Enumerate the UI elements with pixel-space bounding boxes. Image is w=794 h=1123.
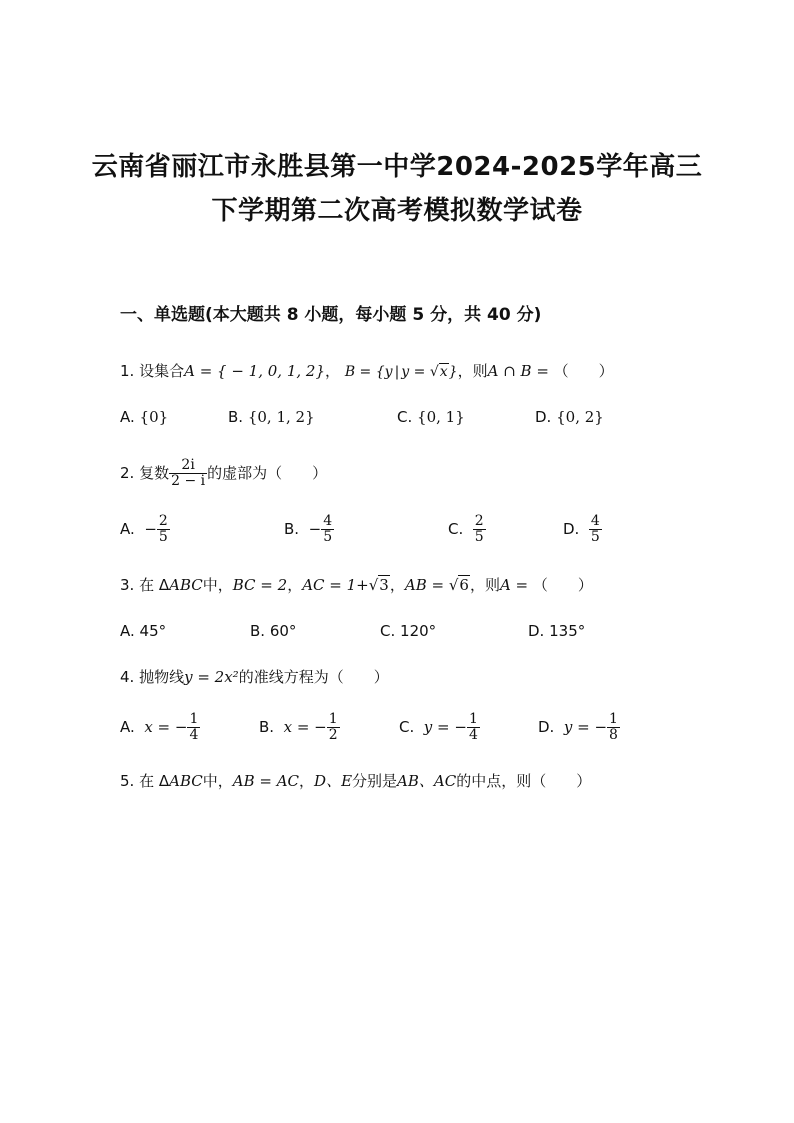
- set-a-expr: A = { − 1, 0, 1, 2}: [184, 362, 326, 380]
- question-2-option-d: D. $\frac{4}{5}$: [563, 513, 600, 545]
- question-1-option-c: C. {0, 1}: [397, 408, 465, 426]
- question-4-stem: 4. 抛物线y = 2x²的准线方程为（ ）: [120, 668, 389, 686]
- question-3-option-a: A. 45°: [120, 622, 167, 640]
- question-2-option-a: A. − $\frac{2}{5}$: [120, 513, 168, 545]
- question-4-option-d: D. y = − $\frac{1}{8}$: [538, 711, 618, 743]
- complex-fraction: $\frac{2i}{2 - i}$: [171, 457, 206, 489]
- parabola-equation: y = 2x²: [184, 668, 239, 686]
- question-3-option-b: B. 60°: [250, 622, 297, 640]
- question-2-stem: 2. 复数 $\frac{2i}{2 - i}$ 的虚部为（ ）: [120, 457, 328, 489]
- section-heading: 一、单选题(本大题共 8 小题，每小题 5 分，共 40 分): [120, 305, 542, 325]
- question-3-option-c: C. 120°: [380, 622, 437, 640]
- question-2-option-b: B. − $\frac{4}{5}$: [284, 513, 333, 545]
- intersection-expr: A ∩ B =: [487, 362, 554, 380]
- question-3-option-d: D. 135°: [528, 622, 586, 640]
- question-4-option-b: B. x = − $\frac{1}{2}$: [259, 711, 338, 743]
- question-3-stem: 3. 在 ΔABC中，BC = 2，AC = 1+√3，AB = √6，则A = （ ）: [120, 576, 593, 594]
- exam-title-line-2: 下学期第二次高考模拟数学试卷: [211, 196, 583, 226]
- question-2-option-c: C. $\frac{2}{5}$: [448, 513, 484, 545]
- question-1-option-a: A. {0}: [120, 408, 169, 426]
- exam-title-line-1: 云南省丽江市永胜县第一中学2024-2025学年高三: [91, 152, 703, 182]
- set-b-expr: B = {y | y = √x}: [344, 364, 458, 380]
- question-1-stem: 1. 设集合A = { − 1, 0, 1, 2}， B = {y | y = √x}，则A ∩ B = （ ）: [120, 362, 614, 380]
- question-4-option-c: C. y = − $\frac{1}{4}$: [399, 711, 478, 743]
- question-4-option-a: A. x = − $\frac{1}{4}$: [120, 711, 199, 743]
- question-1-option-d: D. {0, 2}: [535, 408, 604, 426]
- question-1-option-b: B. {0, 1, 2}: [228, 408, 315, 426]
- question-5-stem: 5. 在 ΔABC中，AB = AC，D、E分别是AB、AC的中点，则（ ）: [120, 772, 592, 790]
